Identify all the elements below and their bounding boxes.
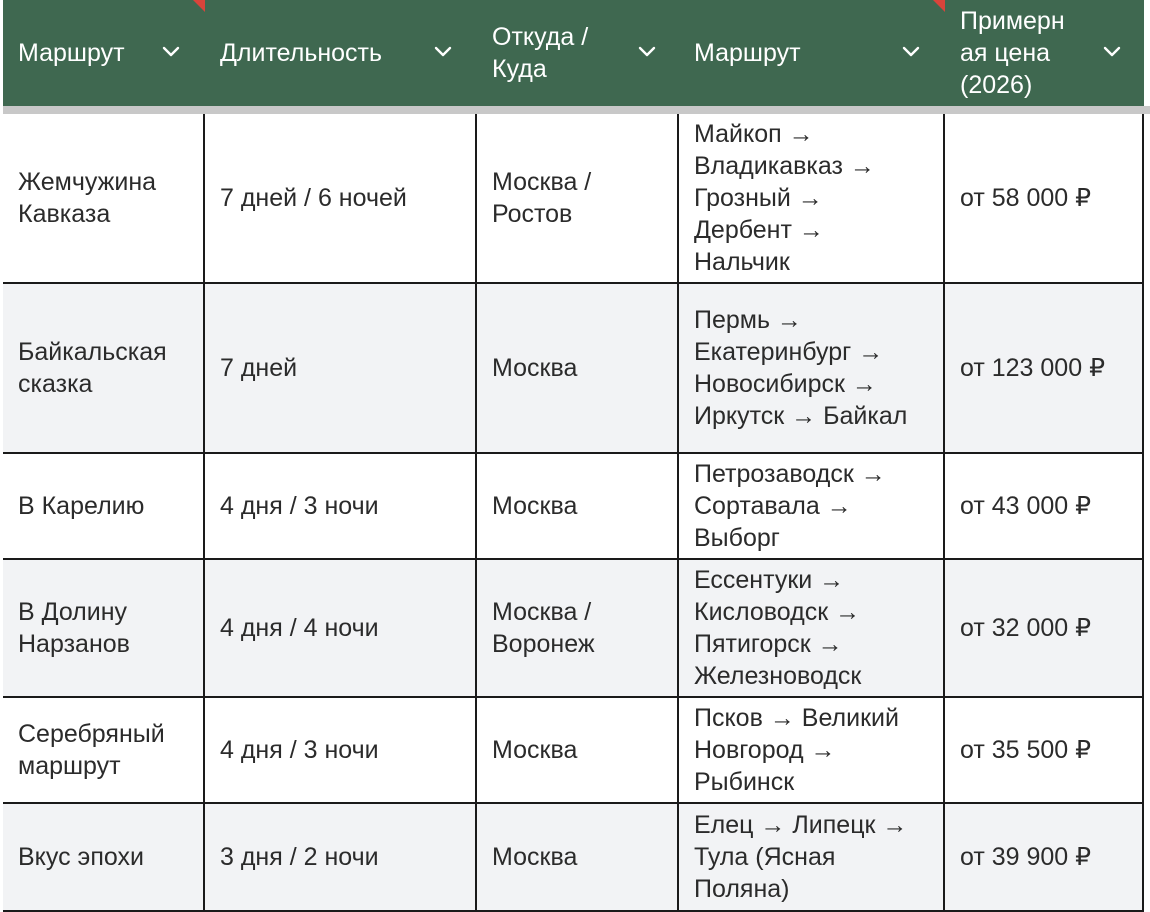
table-row (3, 560, 1144, 698)
column-divider (943, 114, 945, 912)
column-header-price[interactable] (945, 0, 1144, 106)
cell-from-to: Москва (492, 843, 578, 871)
cell-price: от 32 000 ₽ (960, 614, 1092, 642)
cell-route: Пермь → Екатеринбург → Новосибирск → Иркутск → Байкал (694, 306, 908, 430)
cell-duration: 3 дня / 2 ночи (220, 843, 379, 871)
chevron-down-icon[interactable] (432, 41, 454, 63)
cell-route-name: Жемчужина Кавказа (18, 168, 157, 228)
table-row (3, 114, 1144, 284)
header-separator (3, 106, 1150, 114)
column-header-route[interactable] (679, 0, 945, 106)
cell-duration: 4 дня / 3 ночи (220, 736, 379, 764)
cell-route-name: Серебряный маршрут (18, 720, 165, 780)
column-divider (203, 114, 205, 912)
table-row (3, 804, 1144, 912)
column-header-duration[interactable] (205, 0, 477, 106)
cell-route-name: В Долину Нарзанов (18, 598, 130, 658)
cell-from-to: Москва (492, 354, 578, 382)
chevron-down-icon[interactable] (160, 41, 182, 63)
cell-price: от 39 900 ₽ (960, 843, 1092, 871)
table-row (3, 454, 1144, 560)
column-header-label: Длительность (220, 39, 383, 67)
cell-route: Елец → Липецк → Тула (Ясная Поляна) (694, 811, 908, 903)
sort-indicator-mark (193, 0, 205, 12)
chevron-down-icon[interactable] (900, 41, 922, 63)
table-row (3, 698, 1144, 804)
column-header-route-name[interactable] (3, 0, 205, 106)
cell-route: Псков → Великий Новгород → Рыбинск (694, 704, 899, 796)
cell-duration: 4 дня / 4 ночи (220, 614, 379, 642)
cell-duration: 7 дней / 6 ночей (220, 184, 407, 212)
cell-route-name: Вкус эпохи (18, 843, 144, 871)
sort-indicator-mark (933, 0, 945, 12)
chevron-down-icon[interactable] (636, 41, 658, 63)
cell-from-to: Москва / Ростов (492, 168, 592, 228)
cell-duration: 7 дней (220, 354, 298, 382)
cell-route-name: В Карелию (18, 492, 145, 520)
cell-route: Майкоп → Владикавказ → Грозный → Дербент → Нальчик (694, 120, 875, 276)
table-row (3, 284, 1144, 454)
table-header (3, 0, 1144, 107)
cell-route: Петрозаводск → Сортавала → Выборг (694, 460, 886, 552)
cell-price: от 123 000 ₽ (960, 354, 1105, 382)
column-header-label: Маршрут (18, 39, 125, 67)
column-header-label: Маршрут (694, 39, 801, 67)
cell-route-name: Байкальская сказка (18, 338, 167, 398)
column-header-from-to[interactable] (477, 0, 679, 106)
column-divider (1142, 114, 1144, 912)
cell-price: от 35 500 ₽ (960, 736, 1092, 764)
cell-route: Ессентуки → Кисловодск → Пятигорск → Железноводск (694, 566, 862, 690)
routes-table (3, 0, 1150, 912)
cell-price: от 43 000 ₽ (960, 492, 1092, 520)
column-divider (677, 114, 679, 912)
column-header-label: Примерная цена (2026) (960, 7, 1065, 99)
cell-from-to: Москва (492, 492, 578, 520)
chevron-down-icon[interactable] (1101, 41, 1123, 63)
cell-from-to: Москва (492, 736, 578, 764)
cell-from-to: Москва / Воронеж (492, 598, 595, 658)
cell-price: от 58 000 ₽ (960, 184, 1092, 212)
column-divider (475, 114, 477, 912)
column-header-label: Откуда / Куда (492, 23, 589, 83)
cell-duration: 4 дня / 3 ночи (220, 492, 379, 520)
